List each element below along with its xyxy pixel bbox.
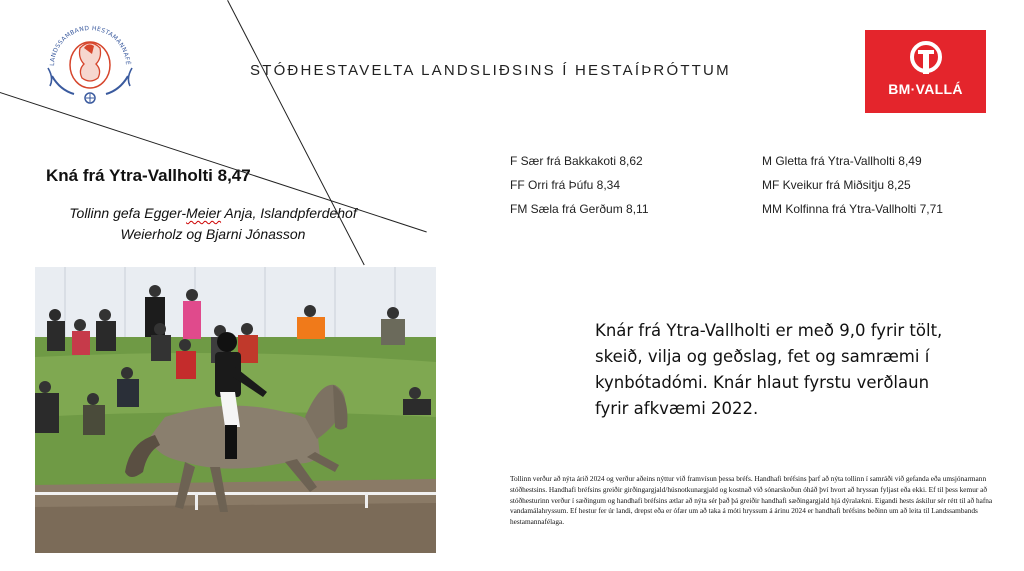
pedigree-sire: F Sær frá Bakkakoti 8,62 [510,154,643,168]
donors-prefix: Tollinn gefa Egger- [69,205,187,221]
donors-line2: Weierholz og Bjarni Jónasson [120,226,306,242]
pedigree-sire-sire: FF Orri frá Þúfu 8,34 [510,178,621,192]
pedigree-dam-sire: MF Kveikur frá Miðsitju 8,25 [762,178,911,192]
logo-arc-text: LANDSSAMBAND HESTAMANNAFÉ [48,24,132,67]
lh-logo [40,18,140,108]
toll-donors [48,203,378,245]
pedigree-sire-dam: FM Sæla frá Gerðum 8,11 [510,202,649,216]
lh-emblem-icon [40,18,140,108]
horse-description: Knár frá Ytra-Vallholti er með 9,0 fyrir tölt, skeið, vilja og geðslag, fet og samræmi í kynbótadómi. Knár hlaut fyrstu verðlaun fyrir afkvæmi 2022. [595,321,943,418]
donors-spellcheck-word: Meier [186,205,222,221]
pedigree-dam: M Gletta frá Ytra-Vallholti 8,49 [762,154,922,168]
bm-valla-wordmark: BM·VALLÁ [888,81,963,97]
horse-photo [35,267,436,553]
bm-valla-logo [865,30,986,113]
horse-name-score: Kná frá Ytra-Vallholti 8,47 [46,166,251,185]
page-title: STÓÐHESTAVELTA LANDSLIÐSINS Í HESTAÍÞRÓTTUM [250,62,731,79]
toll-terms: Tollinn verður að nýta árið 2024 og verður aðeins nýttur við framvísun þessa bréfs. Handhafi bréfsins þarf að nýta tollinn í samráði við gefanda eða umsjónarmann stóðhestsins. Handhafi bréfsins greiðir girðingargjald/húsnotkunargjald og kostnað við sónarskoðun óháð því hvort að hryssan fyljast eða ekki. Ef til þess kemur að stóðhesturinn verður í sæðingum og handhafi bréfsins ætlar að nýta sér það þá greiðir handhafi sæðingargjald hjá dýralækni. Eigandi hests áskilur sér rétt til að hafna vandamálahryssum. Ef hestur fer úr landi, drepst eða er ófær um að taka á móti hryssum á árinu 2024 er handhafi bréfsins beðinn um að leita til Landssambands hestamannafélaga. [510,474,993,527]
bm-valla-mark-icon [909,40,943,78]
donors-rest: Anja, Islandpferdehof [221,205,357,221]
pedigree-dam-dam: MM Kolfinna frá Ytra-Vallholti 7,71 [762,202,943,216]
